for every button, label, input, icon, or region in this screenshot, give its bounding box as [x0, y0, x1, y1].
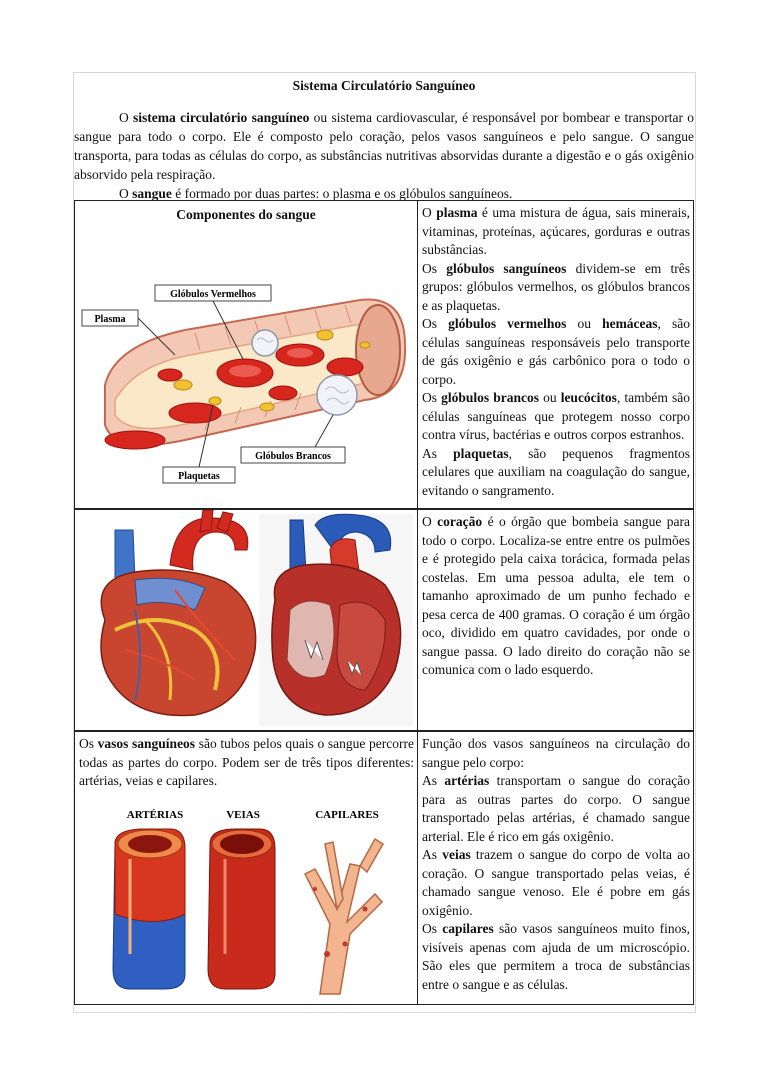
label-red-cells: Glóbulos Vermelhos — [170, 289, 256, 300]
label-plasma: Plasma — [94, 314, 126, 325]
document-title: Sistema Circulatório Sanguíneo — [292, 78, 476, 93]
blood-figure-cell — [74, 200, 418, 509]
veins-paragraph: As veias trazem o sangue do corpo de volta ao coração. O sangue transportado pelas veias, é chamado sangue venoso. Ele é pobre em gás oxigênio. — [422, 847, 690, 918]
red-cells-paragraph: Os glóbulos vermelhos ou hemáceas, são células sanguíneas responsáveis pelo transporte de gás oxigênio e gás carbônico pora o todo o corpo. — [422, 316, 690, 387]
vessels-paragraph: Os vasos sanguíneos são tubos pelos quais o sangue percorre todas as partes do corpo. Podem ser de três tipos diferentes: artérias, veias e capilares. — [79, 736, 414, 788]
capillaries-paragraph: Os capilares são vasos sanguíneos muito finos, visíveis apenas com ajuda de um microscópio. São eles que permitem a troca de substâncias entre o sangue e as células. — [422, 921, 690, 992]
heart-text-cell — [417, 509, 694, 731]
vessels-illustration — [75, 804, 417, 1004]
intro-paragraph: O sangue é formado por duas partes: o plasma e os glóbulos sanguíneos. — [119, 186, 513, 201]
blood-cells-paragraph: Os glóbulos sanguíneos dividem-se em três grupos: glóbulos vermelhos, os glóbulos brancos e as plaquetas. — [422, 260, 690, 313]
arteries-paragraph: As artérias transportam o sangue do coração para as outras partes do corpo. O sangue transportado pelas artérias, é chamado sangue arterial. Ele é rico em gás oxigênio. — [422, 773, 690, 844]
heart-paragraph: O coração é o órgão que bombeia sangue para todo o corpo. Localiza-se entre entre os pulmões e é protegido pela caixa torácica, formada pelas costelas. Em uma pessoa adulta, ele tem o tamanho aproximado de um punho fechado e pesa cerca de 400 gramas. O coração é um órgão oco, dividido em quatro cavidades, por onde o sangue passa. O lado direito do coração não se comunica com o lado esquerdo. — [422, 514, 690, 677]
label-white-cells: Glóbulos Brancos — [255, 451, 331, 462]
artery-image — [113, 829, 185, 989]
platelets-paragraph: As plaquetas, são pequenos fragmentos celulares que auxiliam na coagulação do sangue, evitando o sangramento. — [422, 445, 690, 498]
label-platelets: Plaquetas — [178, 471, 220, 482]
vein-image — [208, 829, 275, 989]
vessels-text-cell — [417, 731, 694, 1005]
blood-vessel-illustration — [75, 225, 417, 507]
plasma-paragraph: O plasma é uma mistura de água, sais minerais, vitaminas, proteínas, açúcares, gorduras e outras substâncias. — [422, 205, 690, 257]
heart-interior-image — [259, 514, 413, 726]
intro-paragraph: O sistema circulatório sanguíneo ou sistema cardiovascular, é responsável por bombear e transportar o sangue para todo o corpo. Ele é composto pelo coração, pelos vasos sanguíneos e pelo sangue. O sangue transporta, para todas as células do corpo, as substâncias nutritivas absorvidas durante a digestão e o gás oxigênio absorvido pela respiração. — [74, 110, 694, 182]
heart-figure-cell — [74, 509, 418, 731]
heart-exterior-image — [101, 510, 256, 716]
heart-illustration — [75, 510, 417, 730]
intro-text — [74, 108, 694, 203]
label-arteries: ARTÉRIAS — [126, 809, 184, 821]
blood-text-cell — [417, 200, 694, 509]
white-cells-paragraph: Os glóbulos brancos ou leucócitos, também são células sanguíneas que protegem nosso corpo contra vírus, bactérias e outros corpos estranhos. — [422, 390, 690, 442]
label-capillaries: CAPILARES — [315, 809, 379, 821]
blood-figure-title: Componentes do sangue — [176, 207, 316, 222]
capillaries-image — [305, 839, 383, 994]
vessels-function-intro: Função dos vasos sanguíneos na circulação do sangue pelo corpo: — [422, 736, 690, 770]
label-veins: VEIAS — [226, 809, 260, 821]
vessels-cell — [74, 731, 418, 1005]
